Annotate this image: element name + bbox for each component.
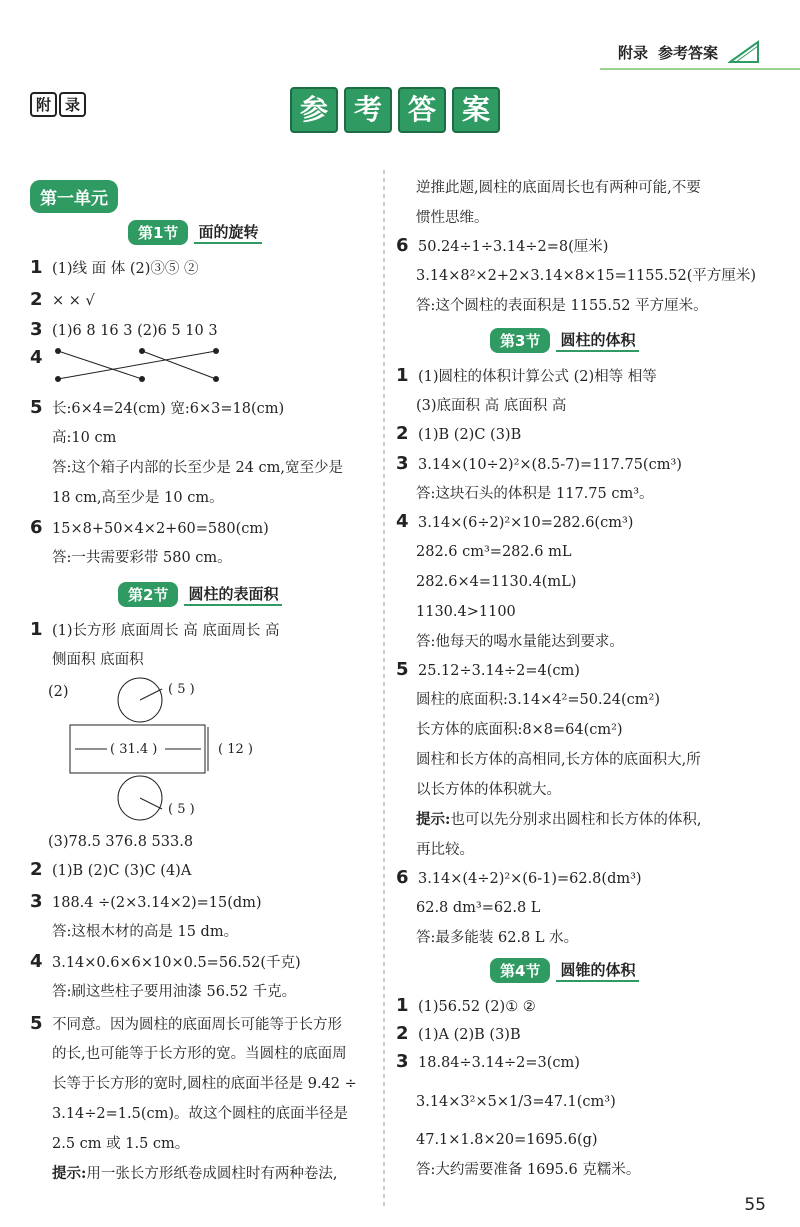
answer-line: 62.8 dm³=62.8 L xyxy=(416,900,541,916)
column-divider xyxy=(383,170,385,1210)
title-char: 答 xyxy=(398,87,446,133)
answer-line: 3.14÷2=1.5(cm)。故这个圆柱的底面半径是 xyxy=(52,1106,349,1122)
answer-line: 47.1×1.8×20=1695.6(g) xyxy=(416,1132,598,1148)
answer-line xyxy=(30,860,191,881)
answer-line xyxy=(396,424,521,445)
section-number: 第4节 xyxy=(490,958,550,983)
matching-diagram xyxy=(52,345,232,385)
section-title: 圆柱的体积 xyxy=(556,329,639,352)
answer-line xyxy=(396,512,633,533)
answer-text: (1)6 8 16 3 (2)6 5 10 3 xyxy=(52,323,218,339)
section-4-banner xyxy=(490,958,639,983)
answer-text: 3.14×(10÷2)²×(8.5-7)=117.75(cm³) xyxy=(418,457,682,473)
answer-text: 188.4 ÷(2×3.14×2)=15(dm) xyxy=(52,895,262,911)
q-num: 4 xyxy=(30,347,43,368)
q-num: 4 xyxy=(396,511,409,532)
answer-line: 答:这块石头的体积是 117.75 cm³。 xyxy=(416,486,654,502)
answer-line: 高:10 cm xyxy=(52,430,117,446)
answer-line: 282.6×4=1130.4(mL) xyxy=(416,574,577,590)
q-num: 3 xyxy=(396,1051,409,1072)
header-section: 附录 xyxy=(617,43,648,62)
q-num: 3 xyxy=(30,319,43,340)
tip-label: 提示: xyxy=(52,1165,87,1182)
answer-line xyxy=(396,660,580,681)
answer-line: 答:这根木材的高是 15 dm。 xyxy=(52,924,239,940)
section-title: 面的旋转 xyxy=(194,221,262,244)
answer-line: 惯性思维。 xyxy=(416,210,489,226)
answer-text: 3.14×(4÷2)²×(6-1)=62.8(dm³) xyxy=(418,871,642,887)
answer-text: 18.84÷3.14÷2=3(cm) xyxy=(418,1055,580,1071)
q-num: 5 xyxy=(396,659,409,680)
answer-line: 2.5 cm 或 1.5 cm。 xyxy=(52,1136,190,1152)
answer-line: 以长方体的体积就大。 xyxy=(416,782,561,798)
q-num: 5 xyxy=(30,1013,43,1034)
tip-label: 提示: xyxy=(416,811,451,828)
q-num: 2 xyxy=(396,1023,409,1044)
section-number: 第2节 xyxy=(118,582,178,607)
section-number: 第3节 xyxy=(490,328,550,353)
fig-label-height: ( 12 ) xyxy=(218,742,253,757)
answer-text: 15×8+50×4×2+60=580(cm) xyxy=(52,521,269,537)
ruler-icon xyxy=(728,40,760,64)
answer-line: (3)78.5 376.8 533.8 xyxy=(48,834,194,850)
q-num: 1 xyxy=(30,257,43,278)
header-rule xyxy=(600,68,800,70)
answer-line xyxy=(396,454,682,475)
answer-line xyxy=(30,290,95,311)
page-title xyxy=(290,87,500,133)
section-title: 圆柱的表面积 xyxy=(184,583,282,606)
answer-line: 圆柱和长方体的高相同,长方体的底面积大,所 xyxy=(416,752,701,768)
answer-line xyxy=(30,518,269,539)
answer-text: 长:6×4=24(cm) 宽:6×3=18(cm) xyxy=(52,401,285,417)
fig-label-top: ( 5 ) xyxy=(168,682,195,697)
section-2-banner xyxy=(118,582,282,607)
q-num: 4 xyxy=(30,951,43,972)
running-header xyxy=(618,40,760,64)
q-num: 3 xyxy=(396,453,409,474)
answer-text: 3.14×(6÷2)²×10=282.6(cm³) xyxy=(418,515,634,531)
tip-line: 再比较。 xyxy=(416,842,474,858)
title-char: 参 xyxy=(290,87,338,133)
fig-label-bottom: ( 5 ) xyxy=(168,802,195,817)
answer-line xyxy=(30,1014,342,1035)
answer-line xyxy=(30,892,262,913)
section-number: 第1节 xyxy=(128,220,188,245)
answer-text: (1)圆柱的体积计算公式 (2)相等 相等 xyxy=(418,369,657,385)
answer-line: 3.14×8²×2+2×3.14×8×15=1155.52(平方厘米) xyxy=(416,268,757,284)
answer-text: 50.24÷1÷3.14÷2=8(厘米) xyxy=(418,239,609,255)
unit-banner: 第一单元 xyxy=(30,180,118,213)
appendix-char: 附 xyxy=(30,92,57,117)
answer-text: × × √ xyxy=(52,293,95,309)
appendix-badge xyxy=(30,92,86,117)
q-num: 6 xyxy=(30,517,43,538)
answer-line: (2) xyxy=(48,684,69,700)
answer-line: 3.14×3²×5×1/3=47.1(cm³) xyxy=(416,1094,616,1110)
tip-text: 用一张长方形纸卷成圆柱时有两种卷法, xyxy=(86,1166,338,1182)
answer-line: 18 cm,高至少是 10 cm。 xyxy=(52,490,224,506)
q-num: 2 xyxy=(396,423,409,444)
answer-text: (1)B (2)C (3)C (4)A xyxy=(52,863,192,879)
answer-line xyxy=(396,366,657,387)
page-number: 55 xyxy=(744,1195,766,1215)
answer-line xyxy=(396,996,536,1017)
answer-text: 25.12÷3.14÷2=4(cm) xyxy=(418,663,580,679)
answer-text: (1)长方形 底面周长 高 底面周长 高 xyxy=(52,623,280,639)
answer-text: 不同意。因为圆柱的底面周长可能等于长方形 xyxy=(52,1017,342,1033)
section-title: 圆锥的体积 xyxy=(556,959,639,982)
answer-line: 的长,也可能等于长方形的宽。当圆柱的底面周 xyxy=(52,1046,347,1062)
answer-line: 答:他每天的喝水量能达到要求。 xyxy=(416,634,624,650)
answer-line xyxy=(30,320,218,341)
answer-line xyxy=(30,398,284,419)
q-num: 5 xyxy=(30,397,43,418)
answer-line: 答:这个箱子内部的长至少是 24 cm,宽至少是 xyxy=(52,460,344,476)
answer-line xyxy=(396,1024,521,1045)
answer-text: (1)A (2)B (3)B xyxy=(418,1027,521,1043)
answer-line: 答:最多能装 62.8 L 水。 xyxy=(416,930,579,946)
q-num: 1 xyxy=(396,365,409,386)
answer-line xyxy=(396,868,642,889)
answer-line: 圆柱的底面积:3.14×4²=50.24(cm²) xyxy=(416,692,661,708)
answer-line xyxy=(30,952,301,973)
q-num: 1 xyxy=(30,619,43,640)
answer-line xyxy=(30,620,279,641)
answer-line: 答:刷这些柱子要用油漆 56.52 千克。 xyxy=(52,984,297,1000)
answer-line: 答:大约需要准备 1695.6 克糯米。 xyxy=(416,1162,641,1178)
answer-line xyxy=(30,348,52,369)
answer-line: 1130.4>1100 xyxy=(416,604,516,620)
title-char: 考 xyxy=(344,87,392,133)
answer-line xyxy=(396,236,608,257)
answer-line: 长方体的底面积:8×8=64(cm²) xyxy=(416,722,623,738)
answer-line: 答:这个圆柱的表面积是 1155.52 平方厘米。 xyxy=(416,298,708,314)
q-num: 1 xyxy=(396,995,409,1016)
answer-line: (3)底面积 高 底面积 高 xyxy=(416,398,567,414)
answer-text: (1)线 面 体 (2)③⑤ ② xyxy=(52,261,199,277)
q-num: 6 xyxy=(396,867,409,888)
answer-text: (1)56.52 (2)① ② xyxy=(418,999,536,1015)
answer-line: 282.6 cm³=282.6 mL xyxy=(416,544,572,560)
header-title: 参考答案 xyxy=(657,43,718,62)
answer-line xyxy=(396,1052,580,1073)
q-num: 6 xyxy=(396,235,409,256)
tip-text: 也可以先分别求出圆柱和长方体的体积, xyxy=(450,812,702,828)
q-num: 2 xyxy=(30,859,43,880)
answer-line: 答:一共需要彩带 580 cm。 xyxy=(52,550,232,566)
answer-text: 3.14×0.6×6×10×0.5=56.52(千克) xyxy=(52,955,301,971)
q-num: 3 xyxy=(30,891,43,912)
answer-text: (1)B (2)C (3)B xyxy=(418,427,522,443)
answer-line: 长等于长方形的宽时,圆柱的底面半径是 9.42 ÷ xyxy=(52,1076,357,1092)
answer-line: 侧面积 底面积 xyxy=(52,652,144,668)
answer-line: 逆推此题,圆柱的底面周长也有两种可能,不要 xyxy=(416,180,701,196)
tip-line xyxy=(416,810,701,830)
section-1-banner xyxy=(128,220,262,245)
fig-label-width: ( 31.4 ) xyxy=(110,742,158,757)
appendix-char: 录 xyxy=(59,92,86,117)
section-3-banner xyxy=(490,328,639,353)
title-char: 案 xyxy=(452,87,500,133)
answer-line xyxy=(30,258,199,279)
tip-line xyxy=(52,1164,337,1184)
q-num: 2 xyxy=(30,289,43,310)
